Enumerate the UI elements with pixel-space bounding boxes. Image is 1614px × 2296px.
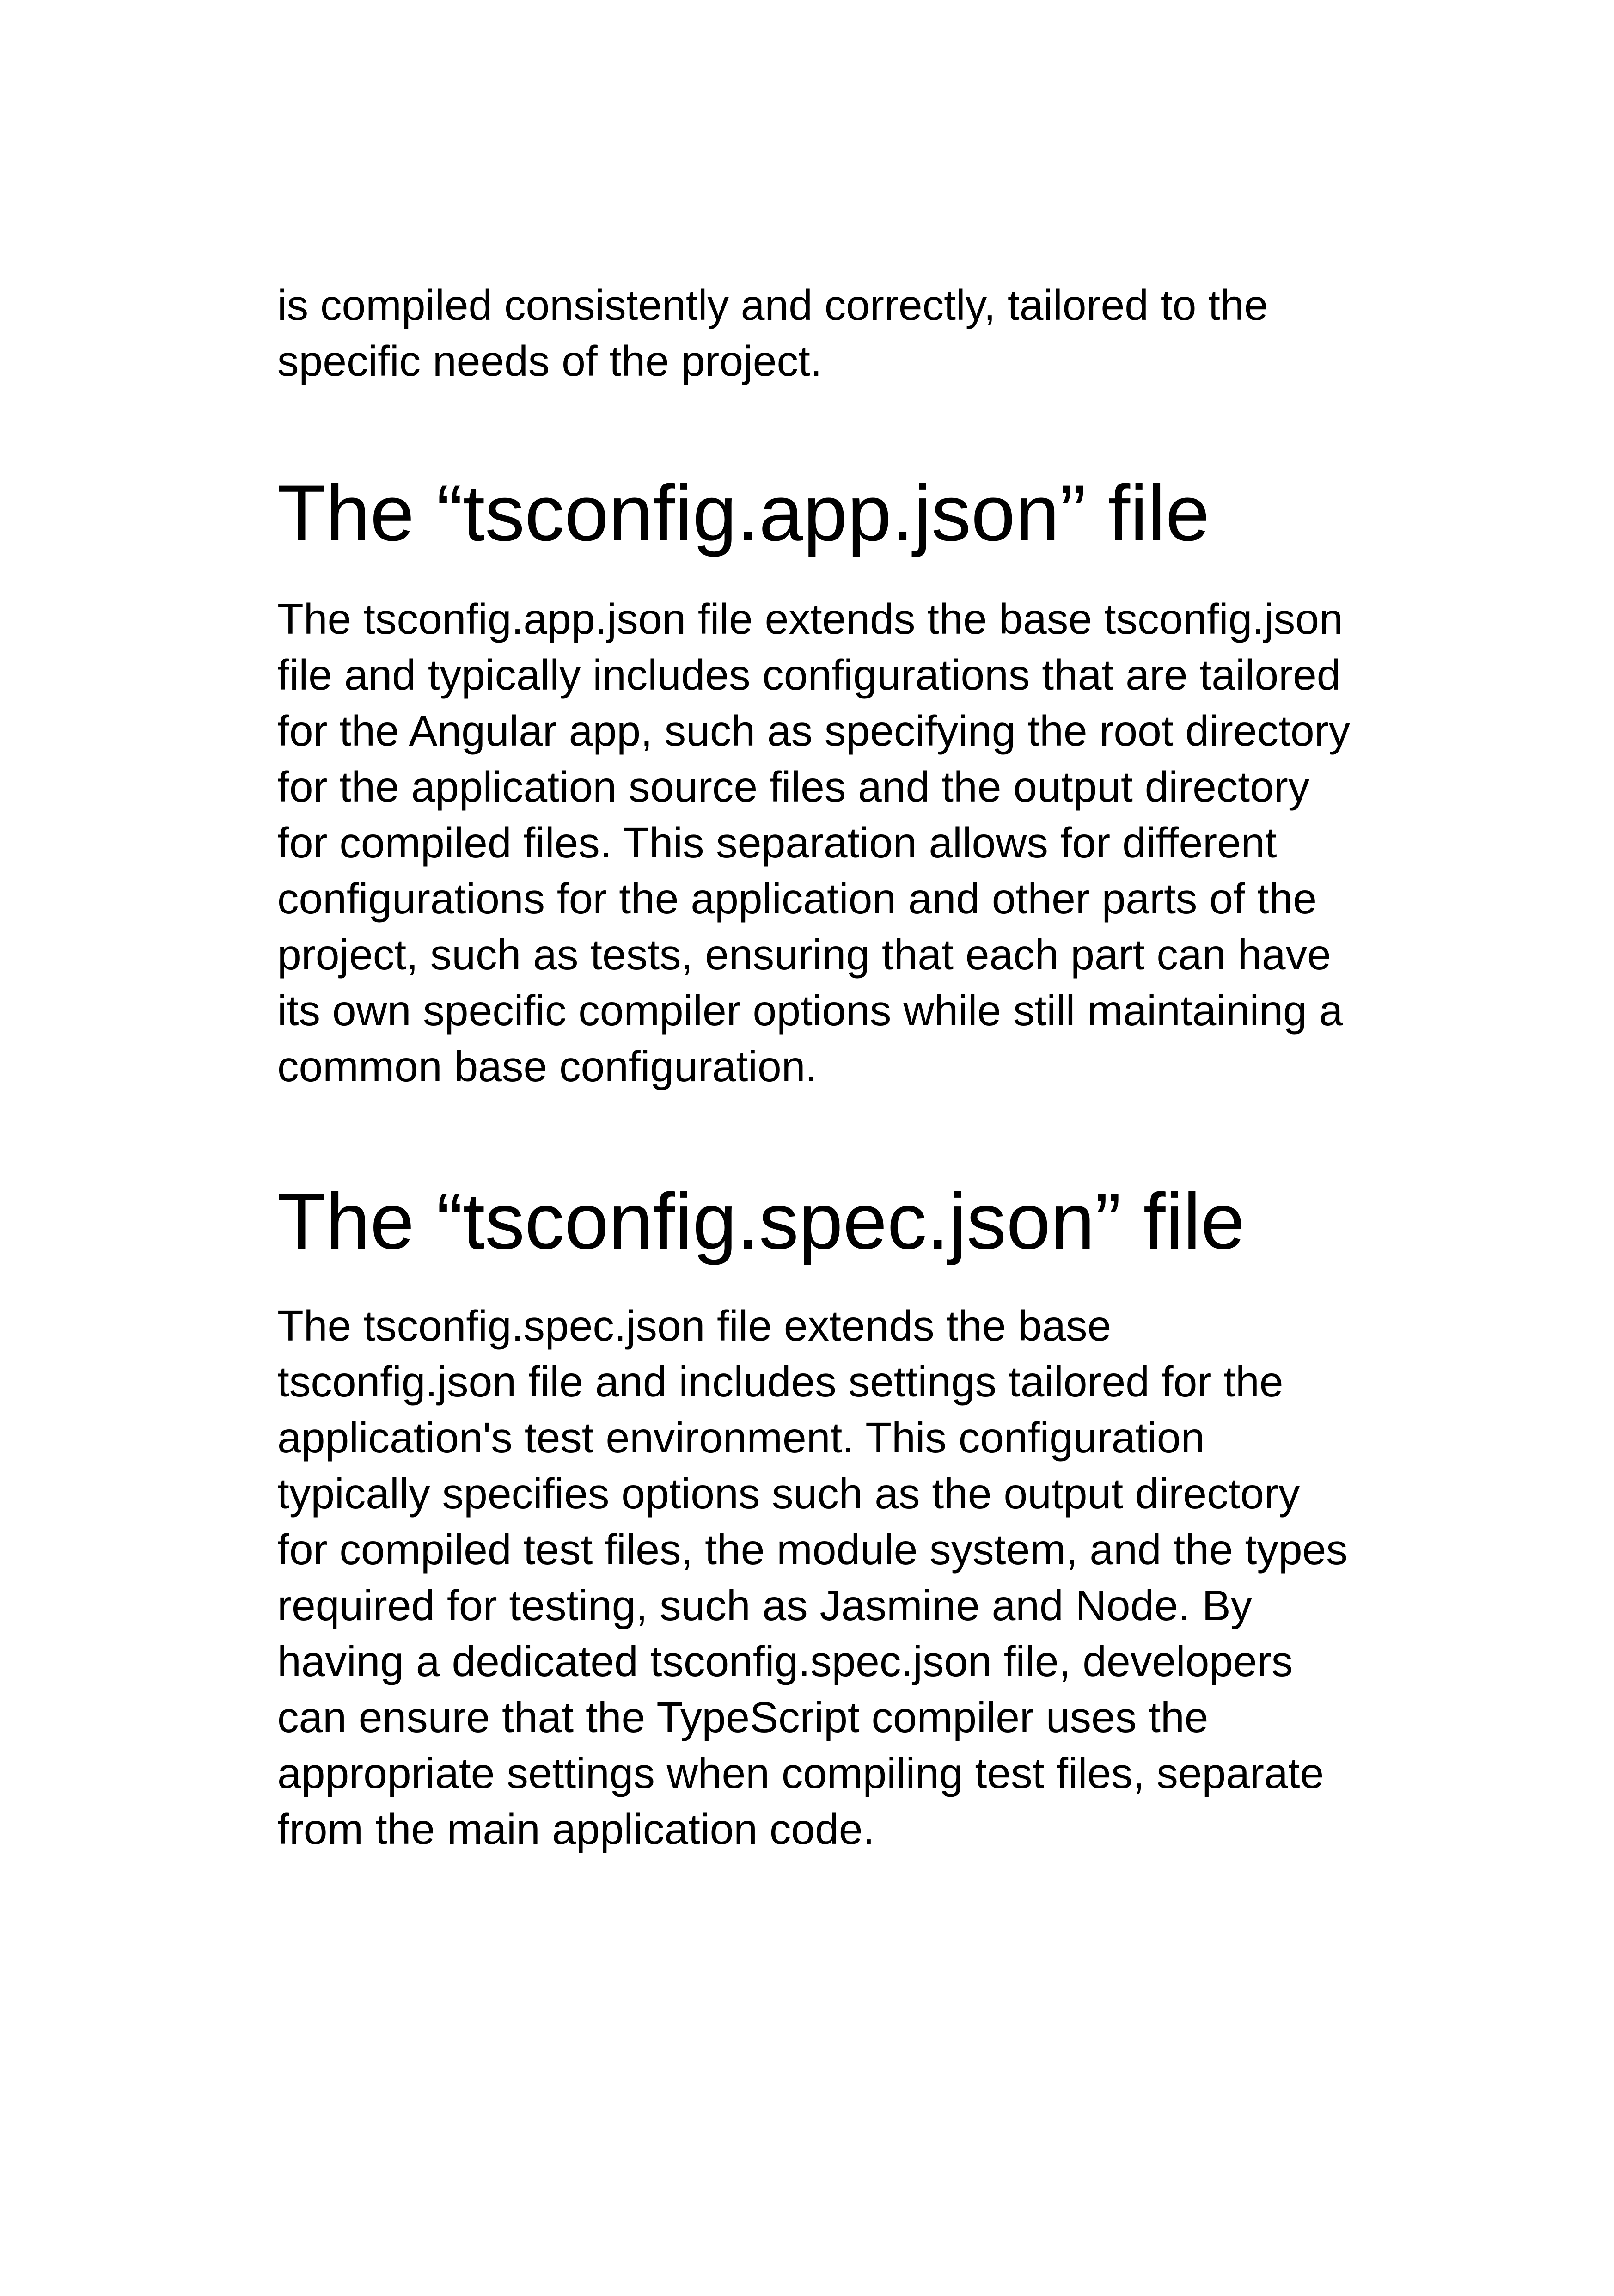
paragraph-line: for the application source files and the output directory [277,763,1310,811]
paragraph-line: can ensure that the TypeScript compiler uses the [277,1693,1209,1741]
paragraph-line: for compiled files. This separation allows for different [277,819,1277,867]
paragraph-line: application's test environment. This configuration [277,1414,1205,1462]
paragraph-line: for compiled test files, the module system, and the types [277,1525,1348,1574]
paragraph-line: appropriate settings when compiling test files, separate [277,1749,1324,1797]
section-heading-spec: The “tsconfig.spec.json” file [277,1177,1245,1266]
paragraph-line: The tsconfig.app.json file extends the base tsconfig.json [277,595,1343,643]
paragraph-line: typically specifies options such as the output directory [277,1469,1300,1518]
paragraph-line: specific needs of the project. [277,337,822,385]
paragraph-line: having a dedicated tsconfig.spec.json file, developers [277,1637,1293,1685]
section-heading-app: The “tsconfig.app.json” file [277,469,1210,557]
paragraph-line: required for testing, such as Jasmine and Node. By [277,1581,1253,1629]
paragraph-line: from the main application code. [277,1805,875,1853]
paragraph-line: is compiled consistently and correctly, tailored to the [277,281,1268,329]
paragraph-line: file and typically includes configurations that are tailored [277,651,1341,699]
paragraph-line: project, such as tests, ensuring that each part can have [277,931,1331,979]
paragraph-line: its own specific compiler options while still maintaining a [277,986,1343,1035]
paragraph-line: tsconfig.json file and includes settings tailored for the [277,1358,1284,1406]
paragraph-line: common base configuration. [277,1042,818,1090]
paragraph-line: for the Angular app, such as specifying the root directory [277,707,1351,755]
paragraph-line: The tsconfig.spec.json file extends the base [277,1302,1112,1350]
paragraph-line: configurations for the application and other parts of the [277,875,1317,923]
